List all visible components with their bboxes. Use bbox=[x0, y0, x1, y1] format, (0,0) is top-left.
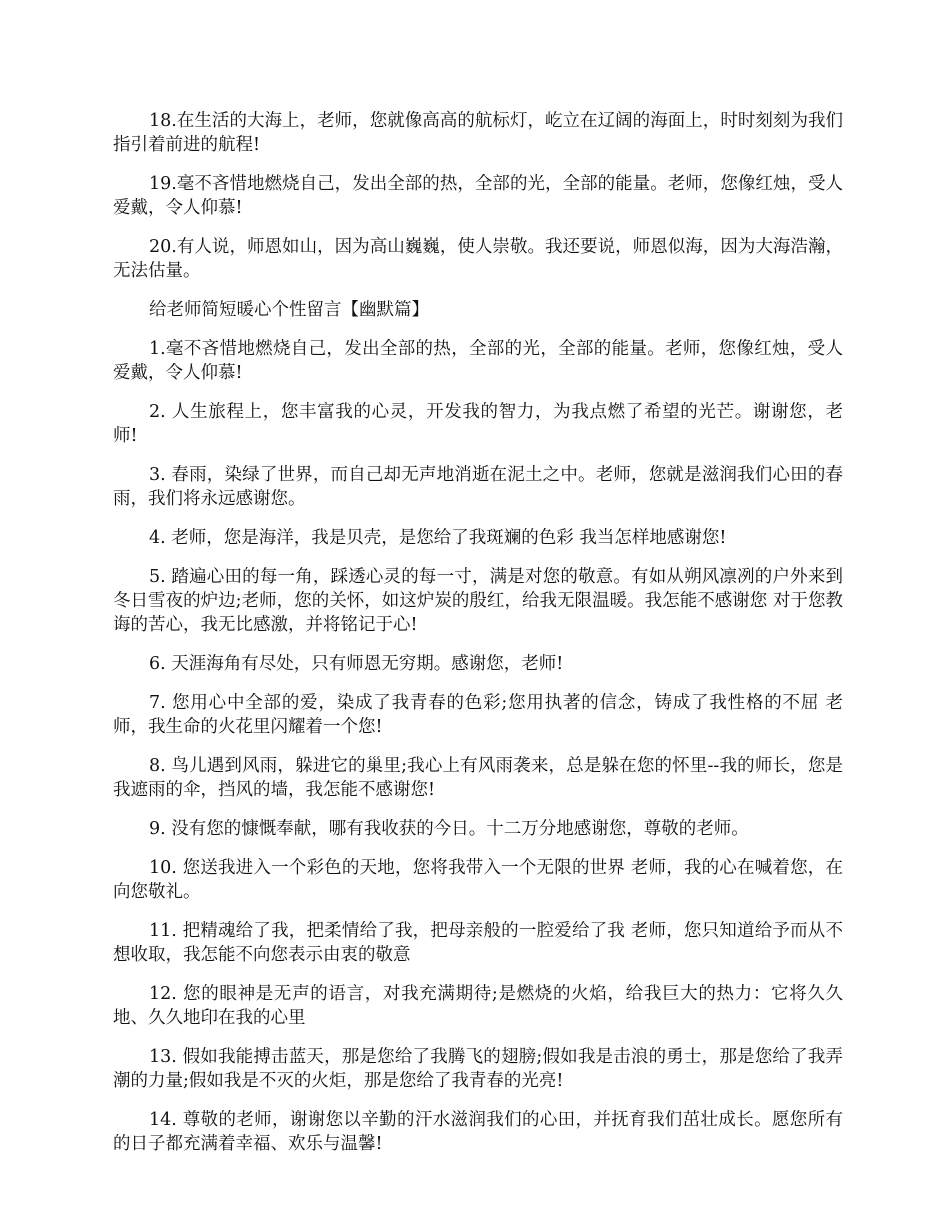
paragraph-9: 9. 没有您的慷慨奉献，哪有我收获的今日。十二万分地感谢您，尊敬的老师。 bbox=[149, 819, 749, 839]
paragraph-11: 11. 把精魂给了我，把柔情给了我，把母亲般的一腔爱给了我 老师，您只知道给予而从不想收取，我怎能不向您表示由衷的敬意 bbox=[113, 921, 843, 965]
paragraph-1: 1.毫不吝惜地燃烧自己，发出全部的热，全部的光，全部的能量。老师，您像红烛，受人爱戴，令人仰慕! bbox=[113, 339, 843, 383]
paragraph-12: 12. 您的眼神是无声的语言，对我充满期待;是燃烧的火焰，给我巨大的热力：它将久久地、久久地印在我的心里 bbox=[113, 984, 843, 1028]
paragraph-5: 5. 踏遍心田的每一角，踩透心灵的每一寸，满是对您的敬意。有如从朔风凛冽的户外来到冬日雪夜的炉边;老师，您的关怀，如这炉炭的殷红，给我无限温暖。我怎能不感谢您 对于您教诲的苦心，我无比感激，并将铭记于心! bbox=[113, 567, 843, 635]
paragraph-10: 10. 您送我进入一个彩色的天地，您将我带入一个无限的世界 老师，我的心在喊着您，在向您敬礼。 bbox=[113, 858, 843, 902]
paragraph-6: 6. 天涯海角有尽处，只有师恩无穷期。感谢您，老师! bbox=[149, 654, 564, 674]
paragraph-4: 4. 老师，您是海洋，我是贝壳，是您给了我斑斓的色彩 我当怎样地感谢您! bbox=[149, 528, 727, 548]
paragraph-2: 2. 人生旅程上，您丰富我的心灵，开发我的智力，为我点燃了希望的光芒。谢谢您，老师! bbox=[113, 402, 843, 446]
paragraph-13: 13. 假如我能搏击蓝天，那是您给了我腾飞的翅膀;假如我是击浪的勇士，那是您给了我弄潮的力量;假如我是不灭的火炬，那是您给了我青春的光亮! bbox=[113, 1047, 843, 1091]
paragraph-18: 18.在生活的大海上，老师，您就像高高的航标灯，屹立在辽阔的海面上，时时刻刻为我们指引着前进的航程! bbox=[113, 111, 843, 155]
paragraph-3: 3. 春雨，染绿了世界，而自己却无声地消逝在泥土之中。老师，您就是滋润我们心田的春雨，我们将永远感谢您。 bbox=[113, 465, 843, 509]
paragraph-8: 8. 鸟儿遇到风雨，躲进它的巢里;我心上有风雨袭来，总是躲在您的怀里--我的师长，您是我遮雨的伞，挡风的墙，我怎能不感谢您! bbox=[113, 756, 843, 800]
paragraph-20: 20.有人说，师恩如山，因为高山巍巍，使人崇敬。我还要说，师恩似海，因为大海浩瀚，无法估量。 bbox=[113, 237, 843, 281]
document-page bbox=[113, 109, 843, 1171]
paragraph-7: 7. 您用心中全部的爱，染成了我青春的色彩;您用执著的信念，铸成了我性格的不屈 老师，我生命的火花里闪耀着一个您! bbox=[113, 693, 843, 737]
paragraph-14: 14. 尊敬的老师，谢谢您以辛勤的汗水滋润我们的心田，并抚育我们茁壮成长。愿您所有的日子都充满着幸福、欢乐与温馨! bbox=[113, 1110, 843, 1154]
section-heading: 给老师简短暖心个性留言【幽默篇】 bbox=[149, 300, 429, 320]
paragraph-19: 19.毫不吝惜地燃烧自己，发出全部的热，全部的光，全部的能量。老师，您像红烛，受人爱戴，令人仰慕! bbox=[113, 174, 843, 218]
